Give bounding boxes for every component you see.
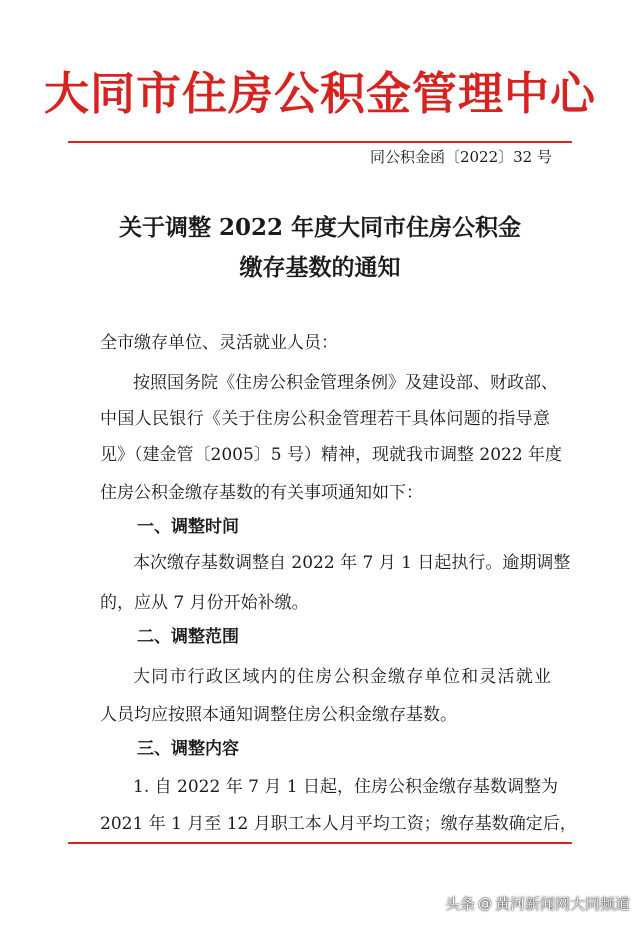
intro-line: 住房公积金缴存基数的有关事项通知如下： [100,483,423,503]
salutation: 全市缴存单位、灵活就业人员： [100,333,338,353]
at-icon: @ [477,895,492,912]
section-line: 1. 自 2022 年 7 月 1 日起，住房公积金缴存基数调整为 [133,777,558,797]
notice-title-line-2: 缴存基数的通知 [239,254,401,281]
section-line: 2021 年 1 月至 12 月职工本人月平均工资；缴存基数确定后， [100,814,577,834]
section-line: 的，应从 7 月份开始补缴。 [100,593,309,613]
watermark-source: 黄河新闻网大同频道 [494,895,630,913]
section-heading-content: 三、调整内容 [137,739,239,759]
intro-line: 中国人民银行《关于住房公积金管理若干具体问题的指导意 [100,409,550,429]
source-watermark [445,893,630,914]
section-heading-time: 一、调整时间 [137,517,239,537]
section-line: 大同市行政区域内的住房公积金缴存单位和灵活就业 [133,667,551,687]
section-line: 人员均应按照本通知调整住房公积金缴存基数。 [100,705,457,725]
document-number: 同公积金函〔2022〕32 号 [369,148,552,166]
red-rule-bottom [68,842,572,844]
section-heading-scope: 二、调整范围 [137,627,239,647]
red-rule-top [68,141,572,143]
intro-line: 见》（建金管〔2005〕5 号）精神，现就我市调整 2022 年度 [100,445,563,465]
issuing-org-title: 大同市住房公积金管理中心 [43,67,596,120]
notice-title-line-1: 关于调整 2022 年度大同市住房公积金 [118,214,522,241]
intro-line: 按照国务院《住房公积金管理条例》及建设部、财政部、 [133,373,558,393]
section-line: 本次缴存基数调整自 2022 年 7 月 1 日起执行。逾期调整 [133,553,571,573]
watermark-prefix: 头条 [444,895,475,913]
